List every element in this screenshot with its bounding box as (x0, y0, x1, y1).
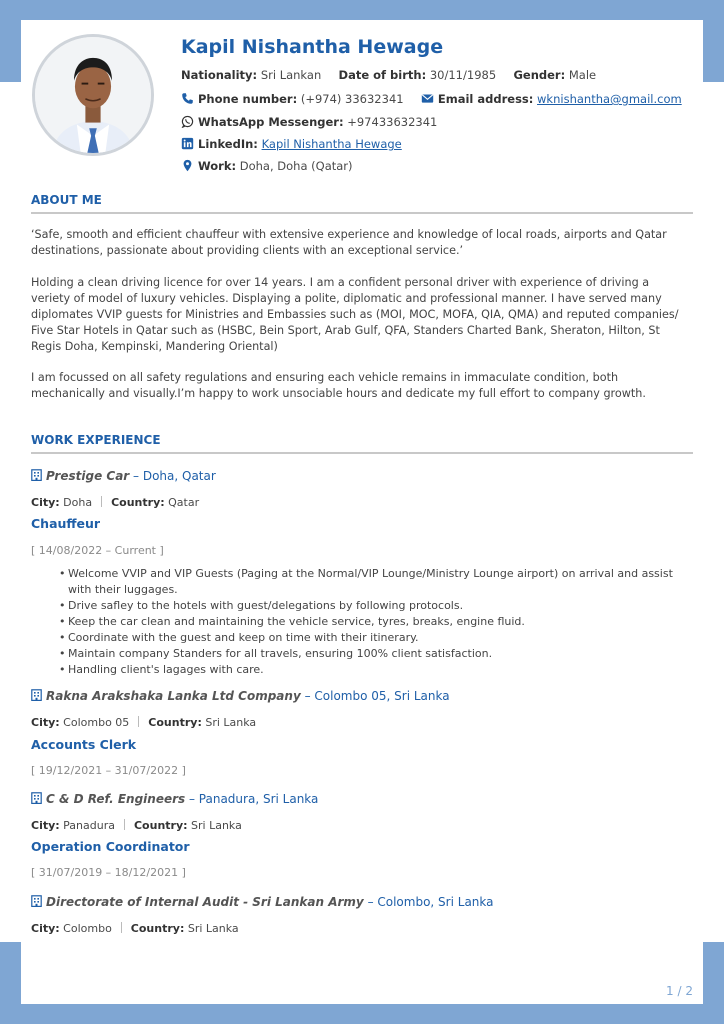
city-value: Panadura (63, 819, 115, 832)
job-dates: [ 31/07/2019 – 18/12/2021 ] (31, 866, 186, 879)
nationality-label: Nationality: (181, 68, 258, 82)
city-label: City: (31, 922, 60, 935)
phone-value: (+974) 33632341 (300, 92, 404, 106)
page-number: 1 / 2 (666, 984, 693, 998)
city-value: Colombo (63, 922, 112, 935)
map-marker-icon (181, 159, 194, 172)
country-label: Country: (133, 819, 188, 832)
list-item: • Drive safley to the hotels with guest/delegations by following protocols. (59, 598, 691, 614)
linkedin-icon (181, 137, 194, 150)
country-value: Sri Lanka (191, 819, 242, 832)
whatsapp-value: +97433632341 (347, 115, 438, 129)
linkedin-label: LinkedIn: (198, 137, 258, 151)
about-paragraph-2: Holding a clean driving licence for over 14 years. I am a confident personal driver with experience of driving a veriety of model of luxury vehicles. Displaying a polite, diplomatic and professional manner. I have served many diplomates VVIP guests for Ministries and Embassies such as (MOI, MOC, MOFA, QIA, QMA) and reputed companies/ Five Star Hotels in Qatar such as (HSBC, Bein Sport, Arab Gulf, QFA, Standers Charted Bank, Sheraton, Hilton, St Regis Doha, Kempinski, Mandering Oriental) (31, 276, 679, 353)
list-item: • Welcome VVIP and VIP Guests (Paging at the Normal/VIP Lounge/Ministry Lounge airport) on arrival and assist with their luggages. (59, 566, 691, 598)
about-paragraph-3: I am focussed on all safety regulations and ensuring each vehicle remains in immaculate condition, both mechanically and visually.I’m happy to work unsociable hours and dedicate my full effort to company growth. (31, 371, 646, 400)
phone-label: Phone number: (198, 92, 298, 106)
job-title: Accounts Clerk (31, 737, 137, 752)
country-label: Country: (148, 716, 202, 729)
contact-line (181, 92, 682, 106)
list-item: • Keep the car clean and maintaining the vehicle service, tyres, breaks, engine fluid. (59, 614, 691, 630)
envelope-icon (421, 92, 434, 105)
employer-line (31, 895, 494, 909)
building-icon (31, 895, 42, 907)
work-experience-heading: WORK EXPERIENCE (31, 433, 693, 454)
company-location: – Panadura, Sri Lanka (185, 792, 319, 806)
duties-list (59, 566, 691, 678)
country-value: Sri Lanka (205, 716, 257, 729)
building-icon (31, 792, 42, 804)
job-dates: [ 14/08/2022 – Current ] (31, 544, 164, 557)
employer-line (31, 469, 216, 483)
work-value: Doha, Doha (Qatar) (239, 159, 353, 173)
city-label: City: (31, 496, 60, 509)
work-location-line (181, 159, 353, 173)
city-value: Doha (63, 496, 93, 509)
job-title: Operation Coordinator (31, 839, 190, 854)
country-label: Country: (111, 496, 165, 509)
whatsapp-label: WhatsApp Messenger: (198, 115, 344, 129)
company-name: C & D Ref. Engineers (46, 792, 186, 806)
city-value: Colombo 05 (63, 716, 130, 729)
job-title: Chauffeur (31, 516, 101, 531)
cv-page (21, 20, 703, 1004)
phone-icon (181, 92, 194, 105)
list-item: • Maintain company Standers for all travels, ensuring 100% client satisfaction. (59, 646, 691, 662)
company-location: – Colombo, Sri Lanka (363, 895, 494, 909)
company-location: – Colombo 05, Sri Lanka (300, 689, 450, 703)
gender-label: Gender: (513, 68, 566, 82)
list-item: • Coordinate with the guest and keep on time with their itinerary. (59, 630, 691, 646)
building-icon (31, 689, 42, 701)
email-label: Email address: (437, 92, 534, 106)
dob-label: Date of birth: (338, 68, 427, 82)
profile-photo (32, 34, 154, 156)
whatsapp-icon (181, 115, 194, 128)
gender-value: Male (568, 68, 597, 82)
company-name: Prestige Car (46, 469, 130, 483)
about-me-heading: ABOUT ME (31, 193, 693, 214)
employer-line (31, 792, 318, 806)
job-meta (31, 496, 199, 509)
dob-value: 30/11/1985 (429, 68, 497, 82)
linkedin-line (181, 137, 402, 151)
city-label: City: (31, 819, 60, 832)
company-location: – Doha, Qatar (129, 469, 216, 483)
email-link[interactable]: wknishantha@gmail.com (537, 92, 682, 106)
company-name: Directorate of Internal Audit - Sri Lankan Army (46, 895, 364, 909)
country-value: Qatar (168, 496, 200, 509)
nationality-value: Sri Lankan (260, 68, 322, 82)
linkedin-link[interactable]: Kapil Nishantha Hewage (261, 137, 402, 151)
personal-info-line (181, 68, 596, 82)
country-value: Sri Lanka (187, 922, 239, 935)
about-paragraph-1: ‘Safe, smooth and efficient chauffeur with extensive experience and knowledge of local roads, airports and Qatar destinations, passionate about providing clients with an exceptional service.’ (31, 228, 667, 257)
work-label: Work: (198, 159, 237, 173)
job-meta (31, 819, 242, 832)
candidate-name: Kapil Nishantha Hewage (181, 36, 444, 58)
job-meta (31, 716, 256, 729)
company-name: Rakna Arakshaka Lanka Ltd Company (46, 689, 301, 703)
employer-line (31, 689, 450, 703)
country-label: Country: (130, 922, 185, 935)
building-icon (31, 469, 42, 481)
job-meta (31, 922, 239, 935)
whatsapp-line (181, 115, 437, 129)
job-dates: [ 19/12/2021 – 31/07/2022 ] (31, 764, 186, 777)
list-item: • Handling client's lagages with care. (59, 662, 691, 678)
city-label: City: (31, 716, 60, 729)
